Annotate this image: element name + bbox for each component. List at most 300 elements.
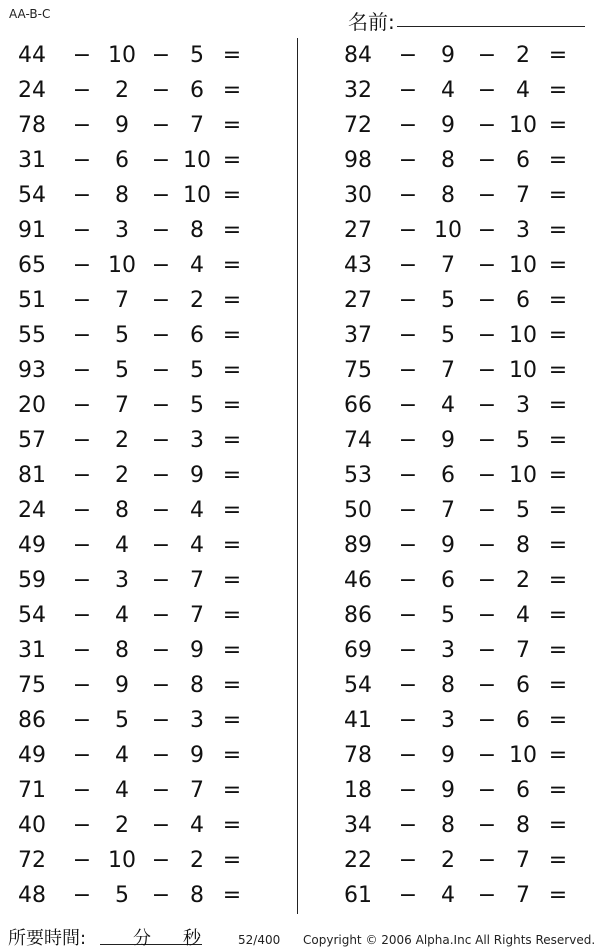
equals-sign: = [222, 848, 242, 873]
minus-sign: − [398, 603, 418, 628]
minus-sign: − [151, 568, 171, 593]
minuend: 84 [344, 43, 372, 68]
equals-sign: = [222, 183, 242, 208]
equals-sign: = [222, 638, 242, 663]
problem-row [340, 843, 600, 878]
subtrahend-2: 6 [516, 673, 530, 698]
subtrahend-1: 2 [115, 463, 129, 488]
subtrahend-2: 7 [516, 638, 530, 663]
equals-sign: = [222, 673, 242, 698]
minuend: 78 [344, 743, 372, 768]
equals-sign: = [222, 778, 242, 803]
subtrahend-2: 2 [516, 43, 530, 68]
subtrahend-2: 7 [190, 568, 204, 593]
equals-sign: = [222, 568, 242, 593]
equals-sign: = [222, 603, 242, 628]
equals-sign: = [548, 393, 568, 418]
problem-row [340, 773, 600, 808]
minus-sign: − [151, 533, 171, 558]
minus-sign: − [398, 148, 418, 173]
minus-sign: − [477, 743, 497, 768]
subtrahend-2: 10 [509, 463, 537, 488]
subtrahend-1: 9 [441, 743, 455, 768]
equals-sign: = [222, 463, 242, 488]
problem-row [14, 423, 284, 458]
minuend: 86 [18, 708, 46, 733]
problem-row [14, 773, 284, 808]
minus-sign: − [398, 708, 418, 733]
minuend: 74 [344, 428, 372, 453]
subtrahend-1: 9 [441, 428, 455, 453]
minus-sign: − [151, 848, 171, 873]
subtrahend-2: 10 [509, 253, 537, 278]
subtrahend-2: 9 [190, 743, 204, 768]
minuend: 75 [344, 358, 372, 383]
minus-sign: − [151, 288, 171, 313]
minus-sign: − [151, 218, 171, 243]
minuend: 32 [344, 78, 372, 103]
minuend: 75 [18, 673, 46, 698]
minuend: 71 [18, 778, 46, 803]
minus-sign: − [72, 638, 92, 663]
minus-sign: − [72, 113, 92, 138]
subtrahend-1: 4 [441, 393, 455, 418]
equals-sign: = [222, 883, 242, 908]
minuend: 46 [344, 568, 372, 593]
minus-sign: − [477, 43, 497, 68]
equals-sign: = [548, 813, 568, 838]
equals-sign: = [548, 778, 568, 803]
minuend: 50 [344, 498, 372, 523]
problem-row [340, 493, 600, 528]
problem-row [14, 248, 284, 283]
name-write-line[interactable] [397, 26, 585, 27]
problem-row [340, 388, 600, 423]
minus-sign: − [72, 43, 92, 68]
equals-sign: = [222, 323, 242, 348]
minus-sign: − [398, 288, 418, 313]
subtrahend-2: 8 [190, 673, 204, 698]
equals-sign: = [548, 673, 568, 698]
minus-sign: − [151, 43, 171, 68]
minus-sign: − [477, 148, 497, 173]
minus-sign: − [72, 778, 92, 803]
subtrahend-1: 5 [115, 883, 129, 908]
minus-sign: − [398, 813, 418, 838]
subtrahend-2: 10 [183, 148, 211, 173]
subtrahend-1: 8 [115, 183, 129, 208]
subtrahend-2: 10 [509, 113, 537, 138]
subtrahend-1: 3 [441, 638, 455, 663]
equals-sign: = [222, 288, 242, 313]
subtrahend-2: 5 [190, 43, 204, 68]
minus-sign: − [151, 498, 171, 523]
minuend: 86 [344, 603, 372, 628]
subtrahend-1: 3 [441, 708, 455, 733]
minus-sign: − [398, 533, 418, 558]
minus-sign: − [72, 148, 92, 173]
equals-sign: = [548, 428, 568, 453]
minuend: 24 [18, 78, 46, 103]
minuend: 54 [344, 673, 372, 698]
minus-sign: − [398, 78, 418, 103]
minus-sign: − [151, 708, 171, 733]
subtrahend-2: 5 [190, 393, 204, 418]
minuend: 48 [18, 883, 46, 908]
minuend: 78 [18, 113, 46, 138]
equals-sign: = [548, 113, 568, 138]
problem-row [340, 178, 600, 213]
problem-row [340, 423, 600, 458]
minus-sign: − [151, 778, 171, 803]
equals-sign: = [222, 428, 242, 453]
minus-sign: − [151, 638, 171, 663]
problem-row [14, 738, 284, 773]
subtrahend-1: 5 [115, 323, 129, 348]
problem-row [14, 38, 284, 73]
problem-row [340, 283, 600, 318]
minuend: 54 [18, 603, 46, 628]
problem-row [14, 808, 284, 843]
equals-sign: = [222, 358, 242, 383]
minus-sign: − [477, 603, 497, 628]
equals-sign: = [548, 568, 568, 593]
subtrahend-2: 10 [509, 358, 537, 383]
minus-sign: − [151, 253, 171, 278]
problem-row [14, 388, 284, 423]
minuend: 18 [344, 778, 372, 803]
minus-sign: − [477, 463, 497, 488]
minuend: 72 [18, 848, 46, 873]
minuend: 81 [18, 463, 46, 488]
minuend: 53 [344, 463, 372, 488]
minus-sign: − [398, 323, 418, 348]
subtrahend-2: 8 [516, 813, 530, 838]
minus-sign: − [72, 358, 92, 383]
minus-sign: − [477, 673, 497, 698]
subtrahend-2: 6 [190, 78, 204, 103]
minus-sign: − [477, 183, 497, 208]
minus-sign: − [477, 813, 497, 838]
minus-sign: − [398, 638, 418, 663]
minuend: 91 [18, 218, 46, 243]
minus-sign: − [398, 463, 418, 488]
equals-sign: = [548, 638, 568, 663]
equals-sign: = [548, 498, 568, 523]
subtrahend-2: 9 [190, 463, 204, 488]
subtrahend-1: 2 [441, 848, 455, 873]
minus-sign: − [398, 218, 418, 243]
problem-row [340, 73, 600, 108]
minus-sign: − [151, 393, 171, 418]
equals-sign: = [222, 113, 242, 138]
minus-sign: − [72, 498, 92, 523]
subtrahend-1: 8 [115, 638, 129, 663]
subtrahend-1: 9 [441, 113, 455, 138]
minus-sign: − [477, 218, 497, 243]
minus-sign: − [398, 498, 418, 523]
minus-sign: − [477, 498, 497, 523]
subtrahend-2: 4 [516, 78, 530, 103]
minus-sign: − [151, 883, 171, 908]
minus-sign: − [151, 113, 171, 138]
subtrahend-2: 7 [516, 883, 530, 908]
subtrahend-2: 10 [509, 323, 537, 348]
subtrahend-1: 2 [115, 428, 129, 453]
minuend: 65 [18, 253, 46, 278]
subtrahend-1: 2 [115, 813, 129, 838]
problem-row [14, 283, 284, 318]
minuend: 89 [344, 533, 372, 558]
problem-row [340, 213, 600, 248]
minus-sign: − [398, 568, 418, 593]
equals-sign: = [222, 148, 242, 173]
equals-sign: = [548, 533, 568, 558]
subtrahend-2: 7 [190, 603, 204, 628]
minus-sign: − [477, 323, 497, 348]
problem-row [340, 563, 600, 598]
subtrahend-1: 7 [441, 498, 455, 523]
subtrahend-1: 9 [115, 673, 129, 698]
subtrahend-2: 2 [190, 848, 204, 873]
minus-sign: − [151, 148, 171, 173]
minus-sign: − [72, 463, 92, 488]
minus-sign: − [72, 673, 92, 698]
subtrahend-1: 8 [441, 673, 455, 698]
subtrahend-1: 6 [441, 568, 455, 593]
minus-sign: − [151, 463, 171, 488]
minus-sign: − [477, 638, 497, 663]
subtrahend-2: 3 [190, 428, 204, 453]
subtrahend-2: 5 [516, 428, 530, 453]
problem-row [14, 353, 284, 388]
equals-sign: = [548, 288, 568, 313]
minus-sign: − [72, 568, 92, 593]
equals-sign: = [222, 498, 242, 523]
minus-sign: − [477, 288, 497, 313]
subtrahend-1: 4 [115, 603, 129, 628]
subtrahend-1: 4 [441, 78, 455, 103]
problem-row [14, 668, 284, 703]
minus-sign: − [477, 848, 497, 873]
minus-sign: − [72, 183, 92, 208]
equals-sign: = [222, 533, 242, 558]
problem-row [340, 108, 600, 143]
minus-sign: − [477, 393, 497, 418]
subtrahend-2: 3 [516, 393, 530, 418]
minuend: 54 [18, 183, 46, 208]
subtrahend-1: 5 [441, 323, 455, 348]
minus-sign: − [72, 813, 92, 838]
minus-sign: − [398, 778, 418, 803]
subtrahend-2: 2 [190, 288, 204, 313]
problem-row [340, 808, 600, 843]
subtrahend-1: 4 [115, 778, 129, 803]
subtrahend-2: 4 [190, 498, 204, 523]
minuend: 93 [18, 358, 46, 383]
minus-sign: − [398, 358, 418, 383]
problem-row [340, 633, 600, 668]
subtrahend-1: 7 [115, 288, 129, 313]
problem-row [14, 108, 284, 143]
minus-sign: − [477, 428, 497, 453]
minus-sign: − [151, 78, 171, 103]
problem-row [14, 703, 284, 738]
equals-sign: = [548, 603, 568, 628]
minus-sign: − [151, 183, 171, 208]
minus-sign: − [477, 708, 497, 733]
subtrahend-1: 9 [441, 533, 455, 558]
minus-sign: − [151, 358, 171, 383]
subtrahend-2: 7 [190, 113, 204, 138]
subtrahend-1: 6 [115, 148, 129, 173]
problem-row [14, 843, 284, 878]
minus-sign: − [477, 533, 497, 558]
equals-sign: = [548, 253, 568, 278]
minus-sign: − [398, 113, 418, 138]
minus-sign: − [151, 323, 171, 348]
problem-row [340, 38, 600, 73]
minutes-label: 分 [133, 928, 151, 949]
subtrahend-2: 10 [183, 183, 211, 208]
equals-sign: = [548, 463, 568, 488]
problem-row [14, 143, 284, 178]
subtrahend-2: 3 [516, 218, 530, 243]
problem-row [340, 528, 600, 563]
minuend: 31 [18, 148, 46, 173]
subtrahend-1: 10 [108, 43, 136, 68]
subtrahend-1: 9 [115, 113, 129, 138]
subtrahend-1: 9 [441, 778, 455, 803]
subtrahend-1: 8 [115, 498, 129, 523]
minus-sign: − [398, 393, 418, 418]
problem-row [340, 318, 600, 353]
subtrahend-1: 4 [115, 533, 129, 558]
subtrahend-1: 10 [108, 848, 136, 873]
minuend: 51 [18, 288, 46, 313]
subtrahend-2: 4 [190, 533, 204, 558]
minus-sign: − [151, 743, 171, 768]
minus-sign: − [398, 428, 418, 453]
minus-sign: − [72, 883, 92, 908]
minus-sign: − [151, 673, 171, 698]
problem-row [14, 878, 284, 913]
equals-sign: = [548, 848, 568, 873]
minuend: 27 [344, 218, 372, 243]
equals-sign: = [222, 218, 242, 243]
subtrahend-2: 8 [190, 883, 204, 908]
subtrahend-1: 10 [108, 253, 136, 278]
subtrahend-2: 6 [190, 323, 204, 348]
subtrahend-2: 7 [516, 183, 530, 208]
equals-sign: = [548, 323, 568, 348]
subtrahend-1: 10 [434, 218, 462, 243]
subtrahend-2: 4 [190, 813, 204, 838]
equals-sign: = [222, 253, 242, 278]
subtrahend-1: 7 [441, 253, 455, 278]
minus-sign: − [72, 603, 92, 628]
minuend: 31 [18, 638, 46, 663]
equals-sign: = [548, 708, 568, 733]
minus-sign: − [72, 323, 92, 348]
equals-sign: = [222, 78, 242, 103]
minus-sign: − [72, 428, 92, 453]
minus-sign: − [151, 603, 171, 628]
minus-sign: − [72, 533, 92, 558]
minuend: 24 [18, 498, 46, 523]
subtrahend-2: 5 [516, 498, 530, 523]
problem-row [340, 458, 600, 493]
minus-sign: − [398, 743, 418, 768]
subtrahend-2: 6 [516, 148, 530, 173]
minus-sign: − [477, 778, 497, 803]
subtrahend-2: 10 [509, 743, 537, 768]
subtrahend-2: 3 [190, 708, 204, 733]
subtrahend-2: 8 [516, 533, 530, 558]
minus-sign: − [398, 253, 418, 278]
equals-sign: = [548, 183, 568, 208]
problem-row [340, 878, 600, 913]
subtrahend-2: 7 [516, 848, 530, 873]
subtrahend-2: 4 [190, 253, 204, 278]
subtrahend-2: 6 [516, 778, 530, 803]
equals-sign: = [548, 883, 568, 908]
subtrahend-1: 4 [115, 743, 129, 768]
problem-row [340, 143, 600, 178]
subtrahend-2: 9 [190, 638, 204, 663]
subtrahend-1: 7 [115, 393, 129, 418]
minus-sign: − [151, 813, 171, 838]
equals-sign: = [548, 743, 568, 768]
subtrahend-2: 5 [190, 358, 204, 383]
problem-row [340, 598, 600, 633]
subtrahend-1: 3 [115, 568, 129, 593]
subtrahend-1: 5 [441, 603, 455, 628]
minuend: 44 [18, 43, 46, 68]
problem-row [14, 178, 284, 213]
subtrahend-1: 9 [441, 43, 455, 68]
problem-row [340, 353, 600, 388]
minus-sign: − [477, 253, 497, 278]
minus-sign: − [72, 743, 92, 768]
problem-row [340, 248, 600, 283]
minus-sign: − [398, 883, 418, 908]
minuend: 20 [18, 393, 46, 418]
subtrahend-1: 5 [115, 708, 129, 733]
seconds-label: 秒 [183, 928, 201, 949]
minus-sign: − [151, 428, 171, 453]
problem-row [14, 318, 284, 353]
page-number: 52/400 [238, 933, 281, 947]
equals-sign: = [222, 708, 242, 733]
minuend: 22 [344, 848, 372, 873]
minuend: 30 [344, 183, 372, 208]
minus-sign: − [477, 78, 497, 103]
subtrahend-1: 3 [115, 218, 129, 243]
equals-sign: = [222, 393, 242, 418]
problem-row [14, 458, 284, 493]
subtrahend-1: 8 [441, 183, 455, 208]
subtrahend-2: 4 [516, 603, 530, 628]
time-label: 所要時間: [8, 928, 87, 949]
subtrahend-2: 8 [190, 218, 204, 243]
subtrahend-1: 4 [441, 883, 455, 908]
subtrahend-2: 2 [516, 568, 530, 593]
minuend: 49 [18, 743, 46, 768]
minuend: 49 [18, 533, 46, 558]
problem-row [14, 563, 284, 598]
minuend: 40 [18, 813, 46, 838]
